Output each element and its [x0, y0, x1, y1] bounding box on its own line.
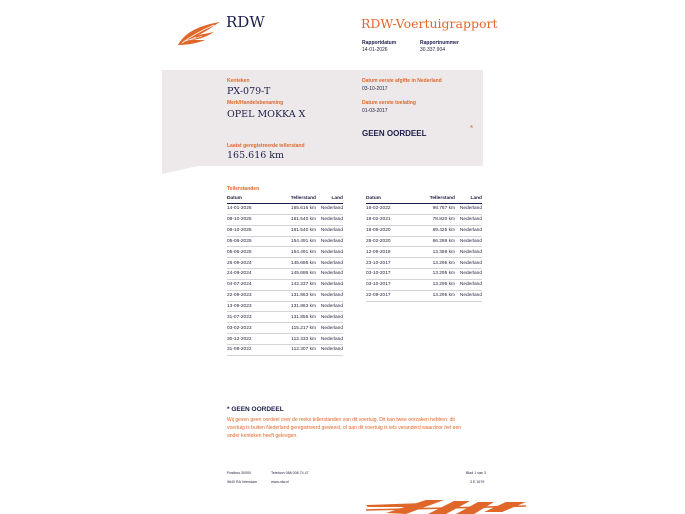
table-row [227, 344, 343, 355]
cell-odometer: 154.491 km [274, 236, 316, 247]
cell-date: 22-09-2017 [366, 290, 413, 301]
plate-label: Kenteken [227, 78, 250, 84]
col-country-header: Land [316, 195, 343, 204]
vehicle-panel [162, 70, 483, 166]
cell-odometer: 131.856 km [274, 312, 316, 323]
readings-table-right [366, 195, 482, 302]
cell-odometer: 161.540 km [274, 225, 316, 236]
table-header-row [366, 195, 482, 204]
report-number: 30.337.904 [420, 47, 446, 53]
note-text-line-1: Wij geven geen oordeel over de reeks tellerstanden van dit voertuig. Dit kan twee oorzaken hebben: dit [227, 417, 455, 423]
cell-odometer: 13.295 km [413, 279, 455, 290]
report-title: RDW-Voertuigrapport [361, 16, 498, 31]
cell-date: 31-07-2023 [227, 312, 274, 323]
cell-country: Nederland [316, 334, 343, 345]
cell-date: 18-06-2020 [366, 225, 413, 236]
cell-odometer: 115.217 km [274, 323, 316, 334]
cell-odometer: 13.359 km [413, 247, 455, 258]
first-admission-date: 01-03-2017 [362, 108, 388, 114]
verdict-mark: * [470, 124, 474, 133]
cell-date: 14-01-2026 [227, 204, 274, 215]
decorative-stripes-icon [366, 497, 526, 514]
report-date-label: Rapportdatum [362, 40, 397, 46]
cell-date: 08-10-2025 [227, 214, 274, 225]
cell-country: Nederland [455, 214, 482, 225]
cell-odometer: 161.540 km [274, 214, 316, 225]
cell-country: Nederland [455, 247, 482, 258]
cell-date: 19-02-2021 [366, 214, 413, 225]
cell-country: Nederland [316, 225, 343, 236]
plate: PX-079-T [227, 86, 271, 97]
cell-odometer: 13.295 km [413, 258, 455, 269]
report-number-label: Rapportnummer [420, 40, 459, 46]
cell-odometer: 13.295 km [413, 269, 455, 280]
cell-country: Nederland [455, 236, 482, 247]
table-row [366, 290, 482, 301]
cell-country: Nederland [316, 204, 343, 215]
cell-country: Nederland [316, 312, 343, 323]
cell-date: 16-02-2022 [366, 204, 413, 215]
cell-odometer: 13.295 km [413, 290, 455, 301]
cell-date: 03-10-2017 [366, 269, 413, 280]
cell-country: Nederland [316, 323, 343, 334]
cell-odometer: 131.863 km [274, 301, 316, 312]
cell-date: 26-09-2024 [227, 258, 274, 269]
table-row [227, 279, 343, 290]
cell-country: Nederland [455, 290, 482, 301]
table-row [366, 279, 482, 290]
cell-date: 03-10-2017 [366, 279, 413, 290]
table-row [227, 214, 343, 225]
report-date: 14-01-2026 [362, 47, 388, 53]
table-row [227, 269, 343, 280]
cell-country: Nederland [455, 269, 482, 280]
table-header-row [227, 195, 343, 204]
table-row [227, 323, 343, 334]
cell-country: Nederland [316, 214, 343, 225]
cell-odometer: 98.767 km [413, 204, 455, 215]
table-row [227, 301, 343, 312]
cell-country: Nederland [316, 344, 343, 355]
panel-corner-fold [162, 166, 198, 174]
table-row [366, 214, 482, 225]
cell-country: Nederland [316, 236, 343, 247]
note-title: * GEEN OORDEEL [227, 406, 284, 413]
col-odometer-header: Tellerstand [274, 195, 316, 204]
col-country-header: Land [455, 195, 482, 204]
table-row [366, 247, 482, 258]
cell-country: Nederland [316, 290, 343, 301]
table-row [227, 258, 343, 269]
table-row [366, 236, 482, 247]
cell-date: 05-06-2025 [227, 236, 274, 247]
first-nl-label: Datum eerste afgifte in Nederland [362, 78, 442, 84]
footer-page: Blad 1 van 3 [466, 471, 486, 475]
table-row [227, 312, 343, 323]
note-text-line-3: ander kenteken heeft gekregen. [227, 433, 298, 439]
table-row [227, 334, 343, 345]
table-row [366, 225, 482, 236]
cell-odometer: 165.616 km [274, 204, 316, 215]
cell-date: 05-06-2025 [227, 247, 274, 258]
note-text-line-2: voertuig is buiten Nederland geregistreerd geweest, of aan dit voertuig is iets veranderd waardoor het een [227, 425, 462, 431]
table-row [227, 204, 343, 215]
footer-phone: Telefoon 088 008 74 47 [271, 471, 309, 475]
footer-city: 9640 RA Veendam [227, 480, 257, 484]
footer-website: www.rdw.nl [271, 480, 289, 484]
cell-country: Nederland [455, 225, 482, 236]
cell-date: 22-09-2023 [227, 290, 274, 301]
readings-table-left [227, 195, 343, 356]
cell-odometer: 145.686 km [274, 269, 316, 280]
brand-name: RDW [226, 13, 265, 31]
table-row [227, 290, 343, 301]
table-row [227, 247, 343, 258]
col-date-header: Datum [227, 195, 274, 204]
cell-odometer: 78.820 km [413, 214, 455, 225]
cell-odometer: 145.686 km [274, 258, 316, 269]
cell-odometer: 142.337 km [274, 279, 316, 290]
table-row [366, 204, 482, 215]
cell-date: 24-09-2024 [227, 269, 274, 280]
cell-odometer: 112.307 km [274, 344, 316, 355]
cell-date: 04-07-2024 [227, 279, 274, 290]
cell-date: 31-08-2022 [227, 344, 274, 355]
rdw-logo-icon [176, 22, 222, 46]
table-row [227, 225, 343, 236]
footer-postbus: Postbus 30000 [227, 471, 251, 475]
make-label: Merk/Handelsbenaming [227, 100, 284, 106]
cell-odometer: 66.288 km [413, 236, 455, 247]
odometer: 165.616 km [227, 150, 285, 161]
col-date-header: Datum [366, 195, 413, 204]
col-odometer-header: Tellerstand [413, 195, 455, 204]
cell-country: Nederland [455, 279, 482, 290]
footer-code: 3 E 1679 [470, 480, 485, 484]
cell-date: 23-10-2017 [366, 258, 413, 269]
cell-country: Nederland [455, 258, 482, 269]
cell-country: Nederland [316, 258, 343, 269]
cell-date: 12-09-2018 [366, 247, 413, 258]
table-row [366, 269, 482, 280]
verdict: GEEN OORDEEL [362, 129, 427, 138]
cell-date: 03-02-2023 [227, 323, 274, 334]
first-admission-label: Datum eerste toelating [362, 100, 416, 106]
cell-date: 13-09-2023 [227, 301, 274, 312]
first-nl-date: 03-10-2017 [362, 86, 388, 92]
cell-country: Nederland [455, 204, 482, 215]
cell-odometer: 131.863 km [274, 290, 316, 301]
cell-country: Nederland [316, 269, 343, 280]
cell-odometer: 154.491 km [274, 247, 316, 258]
cell-country: Nederland [316, 247, 343, 258]
cell-odometer: 69.425 km [413, 225, 455, 236]
odometer-label: Laatst geregistreerde tellerstand [227, 143, 305, 149]
readings-title: Tellerstanden [227, 186, 260, 192]
cell-country: Nederland [316, 279, 343, 290]
make: OPEL MOKKA X [227, 109, 306, 120]
cell-date: 28-02-2020 [366, 236, 413, 247]
table-row [366, 258, 482, 269]
cell-date: 30-12-2022 [227, 334, 274, 345]
cell-date: 08-10-2025 [227, 225, 274, 236]
cell-country: Nederland [316, 301, 343, 312]
table-row [227, 236, 343, 247]
cell-odometer: 112.333 km [274, 334, 316, 345]
